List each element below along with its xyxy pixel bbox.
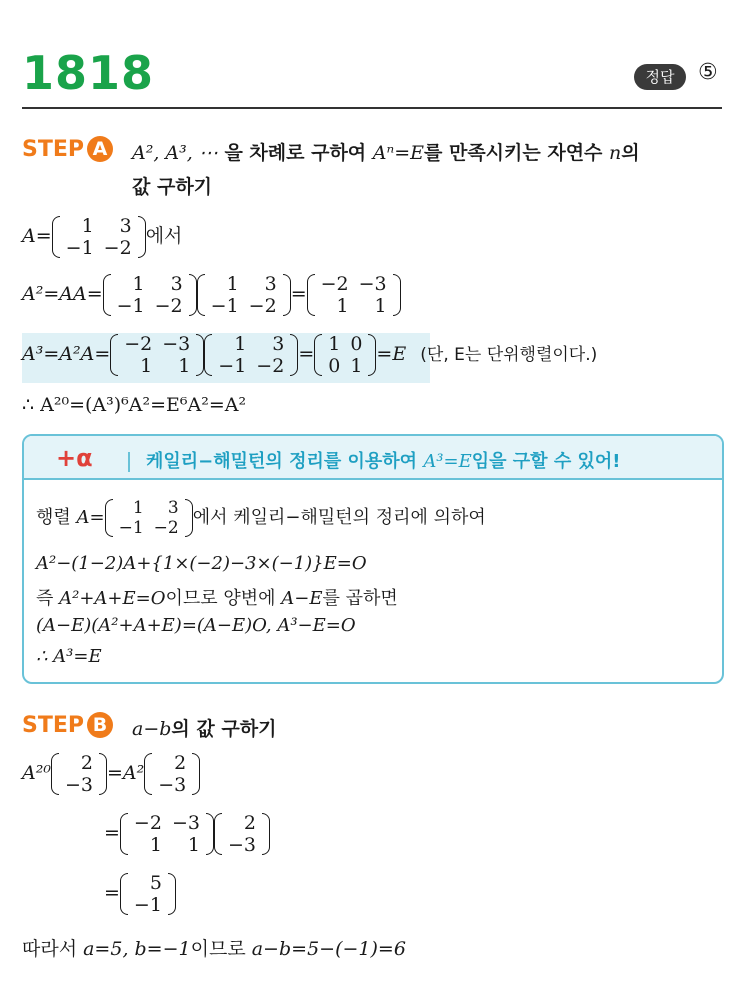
matrix-entry: −3 bbox=[162, 333, 191, 355]
matrix-entry: −3 bbox=[358, 273, 387, 295]
vector bbox=[214, 812, 270, 856]
matrix-entry: −3 bbox=[158, 774, 187, 796]
matrix-entry: 2 bbox=[174, 752, 187, 774]
matrix bbox=[120, 812, 214, 856]
matrix-entry: −2 bbox=[256, 355, 285, 377]
matrix-entry: 5 bbox=[149, 872, 162, 894]
result-vector bbox=[120, 872, 176, 916]
matrix bbox=[110, 333, 204, 377]
matrix-entry: 1 bbox=[81, 215, 94, 237]
matrix-entry: 3 bbox=[119, 215, 132, 237]
matrix-a bbox=[52, 215, 146, 259]
matrix-entry: −1 bbox=[210, 295, 239, 317]
step-a-letter: A bbox=[87, 136, 113, 162]
step-a-heading: A², A³, ⋯ 을 차례로 구하여 Aⁿ=E를 만족시키는 자연수 n의 bbox=[132, 142, 640, 164]
matrix-entry: −2 bbox=[320, 273, 349, 295]
final-answer-line: 따라서 a=5, b=−1이므로 a−b=5−(−1)=6 bbox=[22, 938, 406, 960]
step-a-text: STEP bbox=[22, 137, 85, 162]
matrix-entry: −1 bbox=[218, 355, 247, 377]
matrix-entry: −2 bbox=[124, 333, 153, 355]
header-divider bbox=[22, 107, 722, 109]
matrix-entry: −2 bbox=[154, 295, 183, 317]
line-b1: A²⁰ 2 −3 =A² 2 −3 bbox=[22, 752, 200, 796]
matrix bbox=[103, 273, 197, 317]
plus-alpha-icon: +α bbox=[56, 444, 93, 472]
matrix-entry: 0 bbox=[328, 355, 341, 377]
tip-box-divider bbox=[24, 478, 722, 480]
matrix-entry: −3 bbox=[227, 834, 256, 856]
matrix-entry: 3 bbox=[272, 333, 285, 355]
matrix-entry: 3 bbox=[167, 498, 179, 518]
step-b-heading: a−b의 값 구하기 bbox=[132, 718, 277, 740]
matrix-entry: 1 bbox=[132, 273, 145, 295]
matrix-result bbox=[307, 273, 401, 317]
tip-line-3: 즉 A²+A+E=O이므로 양변에 A−E를 곱하면 bbox=[36, 588, 398, 609]
matrix-entry: 1 bbox=[178, 355, 191, 377]
matrix-entry: 1 bbox=[336, 295, 349, 317]
matrix-entry: 1 bbox=[140, 355, 153, 377]
line-b3: = 5 −1 bbox=[104, 872, 176, 916]
step-b-label bbox=[22, 712, 113, 738]
matrix-entry: 0 bbox=[350, 333, 363, 355]
matrix-entry: −1 bbox=[65, 237, 94, 259]
matrix-entry: 3 bbox=[264, 273, 277, 295]
matrix-entry: 1 bbox=[149, 834, 162, 856]
tip-line-4: (A−E)(A²+A+E)=(A−E)O, A³−E=O bbox=[36, 615, 356, 636]
matrix-entry: 1 bbox=[132, 498, 144, 518]
line-b2: = −2 −3 1 1 2 −3 bbox=[104, 812, 270, 856]
line-a20: ∴ A²⁰=(A³)⁶A²=E⁶A²=A² bbox=[22, 394, 247, 416]
matrix-entry: 1 bbox=[350, 355, 363, 377]
matrix-entry: 1 bbox=[234, 333, 247, 355]
step-b-text: STEP bbox=[22, 713, 85, 738]
step-a-label bbox=[22, 136, 113, 162]
answer-value: ⑤ bbox=[698, 60, 718, 85]
tip-title-bar bbox=[128, 452, 130, 472]
matrix-entry: −2 bbox=[133, 812, 162, 834]
matrix-entry: −1 bbox=[133, 894, 162, 916]
tip-title: 케일리−해밀턴의 정리를 이용하여 A³=E임을 구할 수 있어! bbox=[146, 451, 621, 472]
tip-line-5: ∴ A³=E bbox=[36, 646, 102, 667]
matrix-entry: −2 bbox=[153, 518, 179, 538]
vector bbox=[51, 752, 107, 796]
matrix-entry: 2 bbox=[243, 812, 256, 834]
step-b-letter: B bbox=[87, 712, 113, 738]
matrix-entry: 3 bbox=[170, 273, 183, 295]
line-a-squared: A²=AA= 1 3 −1 −2 1 3 −1 −2 = −2 −3 1 1 bbox=[22, 273, 401, 317]
answer-badge: 정답 bbox=[634, 64, 686, 90]
identity-note: (단, E는 단위행렬이다.) bbox=[420, 345, 598, 365]
matrix bbox=[197, 273, 291, 317]
step-a-heading-line2: 값 구하기 bbox=[132, 176, 213, 198]
matrix-a bbox=[105, 498, 193, 538]
matrix-entry: −3 bbox=[64, 774, 93, 796]
line-a-equals: A= 1 3 −1 −2 에서 bbox=[22, 215, 183, 259]
tip-line-1: 행렬 A= 1 3 −1 −2 에서 케일리−해밀턴의 정리에 의하여 bbox=[36, 498, 486, 538]
identity-matrix bbox=[314, 333, 376, 377]
matrix-entry: 1 bbox=[226, 273, 239, 295]
problem-number: 1818 bbox=[22, 46, 155, 100]
matrix-entry: 1 bbox=[328, 333, 341, 355]
matrix bbox=[204, 333, 298, 377]
matrix-entry: −1 bbox=[116, 295, 145, 317]
vector bbox=[144, 752, 200, 796]
matrix-entry: −2 bbox=[248, 295, 277, 317]
matrix-entry: 1 bbox=[187, 834, 200, 856]
matrix-entry: 1 bbox=[374, 295, 387, 317]
tip-line-2: A²−(1−2)A+{1×(−2)−3×(−1)}E=O bbox=[36, 553, 367, 574]
matrix-entry: −1 bbox=[118, 518, 144, 538]
line-a-cubed: A³=A²A= −2 −3 1 1 1 3 −1 −2 = 1 0 0 1 =E (단, E는 단위행렬이다.) bbox=[22, 333, 598, 377]
matrix-entry: 2 bbox=[80, 752, 93, 774]
matrix-entry: −3 bbox=[171, 812, 200, 834]
matrix-entry: −2 bbox=[103, 237, 132, 259]
